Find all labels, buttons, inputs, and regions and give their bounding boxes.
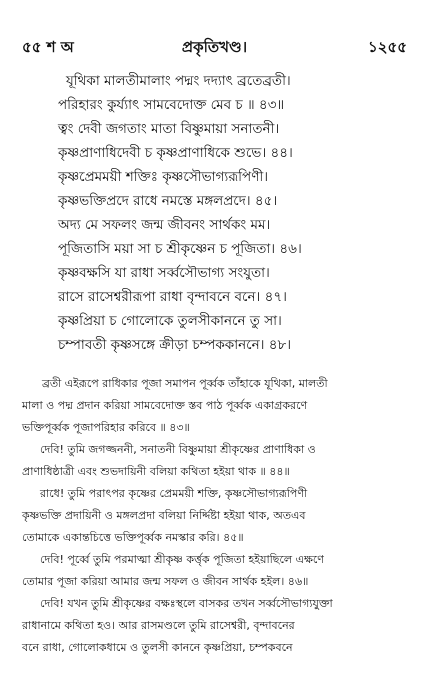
commentary-line: তোমাকে একান্তচিত্তে ভক্তিপূর্ব্বক নমস্কার করি। ৪৫॥ [22, 531, 244, 544]
page-number: ১২৫৫ [368, 38, 407, 56]
commentary-line: দেবি! যখন তুমি শ্রীকৃষ্ণের বক্ষঃস্থলে বাসকর তখন সর্ব্বসৌভাগ্যযুক্তা [40, 597, 333, 610]
verse-line: কৃষ্ণপ্রাণাধিদেবী চ কৃষ্ণপ্রাণাধিকে শুভে। ৪৪। [58, 145, 293, 161]
verse-line: রাসে রাসেশ্বরীরূপা রাধা বৃন্দাবনে বনে। ৪৭। [58, 289, 287, 305]
verse-line: অদ্য মে সফলং জন্ম জীবনং সার্থকং মম। [58, 217, 271, 233]
commentary-line: তোমার পূজা করিয়া আমার জন্ম সফল ও জীবন সার্থক হইল। ৪৬॥ [22, 575, 309, 588]
page-title: প্রকৃতিখণ্ড। [181, 38, 248, 56]
verse-line: পরিহারং কুর্য্যাৎ সামবেদোক্ত মেব চ ॥ ৪৩॥ [58, 97, 285, 113]
verse-line: চম্পাবতী কৃষ্ণসঙ্গে ক্রীড়া চম্পককাননে। ৪৮। [58, 337, 292, 353]
commentary-line: মালা ও পদ্ম প্রদান করিয়া সামবেদোক্ত স্তব পাঠ পূর্ব্বক একাগ্রকরণে [22, 399, 308, 412]
commentary-line: দেবি! তুমি জগজ্জননী, সনাতনী বিষ্ণুমায়া শ্রীকৃষ্ণের প্রাণাধিকা ও [40, 443, 316, 456]
commentary-line: প্রাণাধিষ্ঠাত্রী এবং শুভদায়িনী বলিয়া কথিতা হইয়া থাক ॥ ৪৪॥ [22, 465, 290, 478]
commentary-line: কৃষ্ণভক্তি প্রদায়িনী ও মঙ্গলপ্রদা বলিয়া নির্দ্দিষ্টা হইয়া থাক, অতএব [22, 509, 306, 522]
chapter-label: ৫৫ শ অ [22, 38, 74, 56]
verse-line: কৃষ্ণবক্ষসি যা রাধা সর্ব্বসৌভাগ্য সংযুতা। [58, 265, 270, 281]
verse-line: কৃষ্ণপ্রেমময়ী শক্তিঃ কৃষ্ণসৌভাগ্যরূপিণী। [58, 169, 269, 185]
verse-line: কৃষ্ণভক্তিপ্রদে রাধে নমস্তে মঙ্গলপ্রদে। ৪৫। [58, 193, 278, 209]
commentary-line: বনে রাধা, গোলোকধামে ও তুলসী কাননে কৃষ্ণপ্রিয়া, চম্পকবনে [22, 641, 293, 654]
verse-line: ত্বং দেবী জগতাং মাতা বিষ্ণুমায়া সনাতনী। [58, 121, 280, 137]
verse-line: কৃষ্ণপ্রিয়া চ গোলোকে তুলসীকাননে তু সা। [58, 313, 282, 329]
verse-line: যূথিকা মালতীমালাং পদ্মং দদ্যাৎ ব্রতেব্রতী। [66, 73, 291, 89]
commentary-line: দেবি! পূর্ব্বে তুমি পরমাত্মা শ্রীকৃষ্ণ কর্ত্তৃক পূজিতা হইয়াছিলে এক্ষণে [40, 553, 324, 566]
page-header [22, 36, 407, 58]
commentary-line: ব্রতী এইরূপে রাধিকার পূজা সমাপন পূর্ব্বক তাঁহাকে যূথিকা, মালতী [42, 377, 328, 390]
commentary-line: ভক্তিপূর্ব্বক পূজাপরিহার করিবে ॥ ৪৩॥ [22, 421, 190, 434]
commentary-line: রাধে! তুমি পরাৎপর কৃষ্ণের প্রেমময়ী শক্তি, কৃষ্ণসৌভাগ্যরূপিণী [40, 487, 308, 500]
verse-line: পূজিতাসি ময়া সা চ শ্রীকৃষ্ণেন চ পূজিতা। ৪৬। [58, 241, 302, 257]
commentary-line: রাধানামে কথিতা হও। আর রাসমণ্ডলে তুমি রাসেশ্বরী, বৃন্দাবনের [22, 619, 295, 632]
